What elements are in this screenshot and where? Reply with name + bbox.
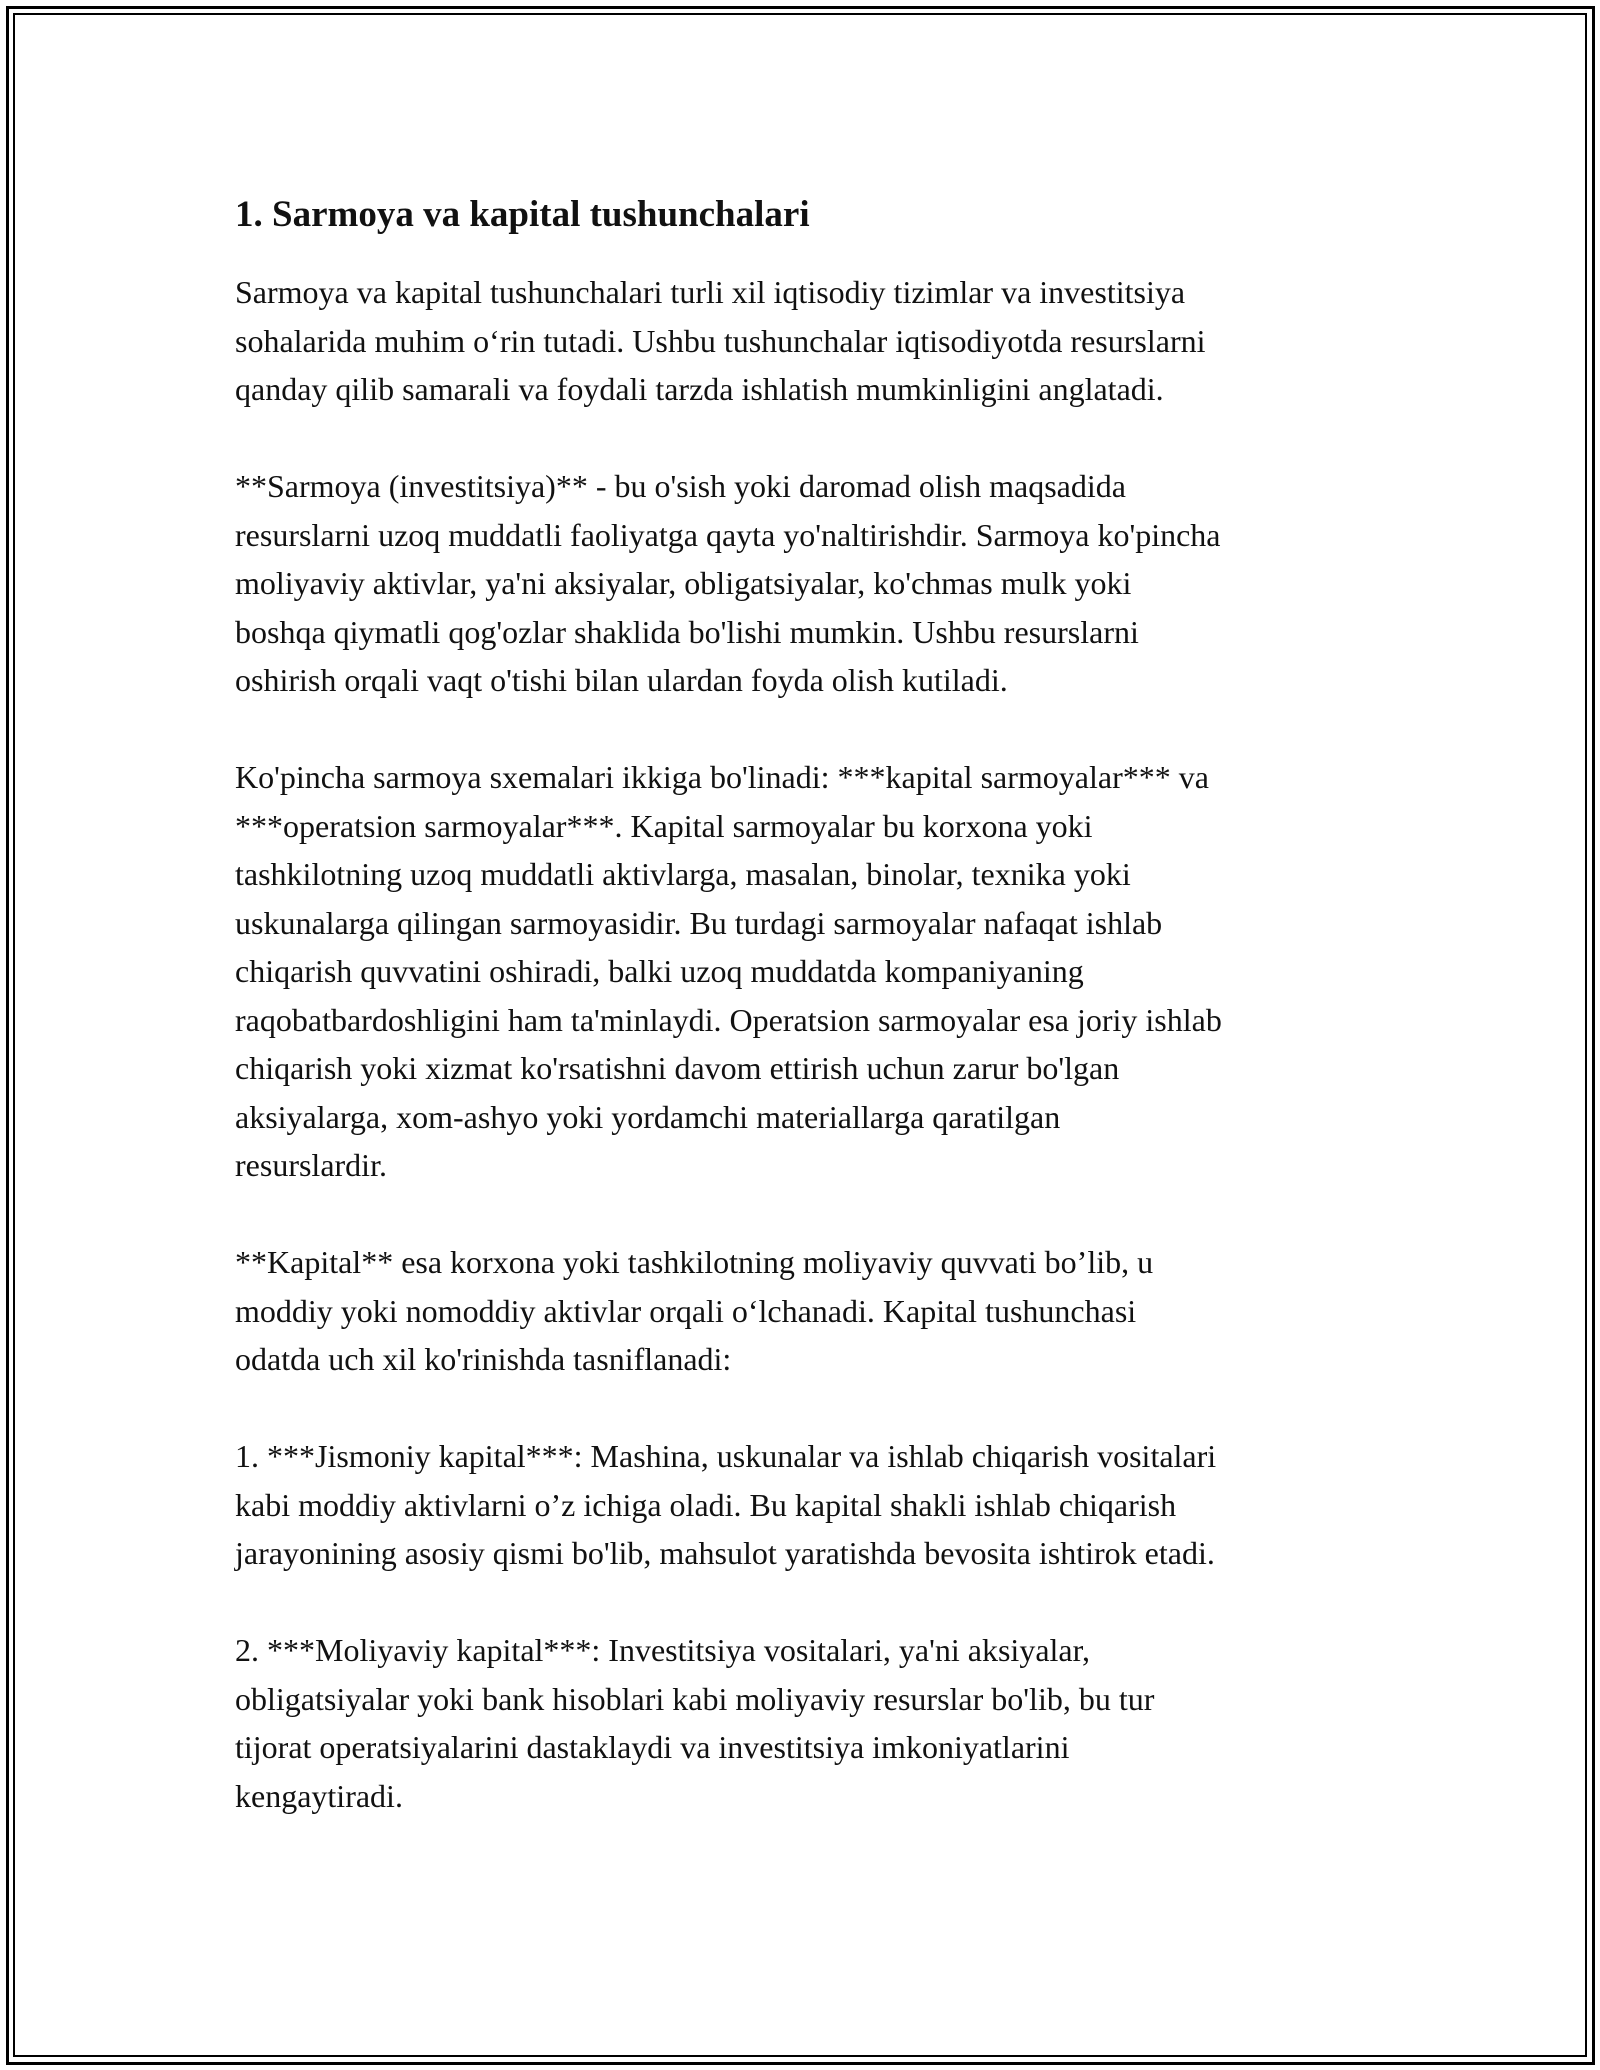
- paragraph-sarmoya-types: Ko'pincha sarmoya sxemalari ikkiga bo'linadi: ***kapital sarmoyalar*** va ***operatsion sarmoyalar***. Kapital sarmoyalar bu korxona yoki tashkilotning uzoq muddatli aktivlarga, masalan, binolar, texnika yoki uskunalarga qilingan sarmoyasidir. Bu turdagi sarmoyalar nafaqat ishlab chiqarish quvvatini oshiradi, balki uzoq muddatda kompaniyaning raqobatbardoshligini ham ta'minlaydi. Operatsion sarmoyalar esa joriy ishlab chiqarish yoki xizmat ko'rsatishni davom ettirish uchun zarur bo'lgan aksiyalarga, xom-ashyo yoki yordamchi materiallarga qaratilgan resurslardir.: [235, 759, 1222, 1183]
- section-heading: 1. Sarmoya va kapital tushunchalari: [235, 194, 810, 235]
- paragraph-sarmoya: **Sarmoya (investitsiya)** - bu o'sish yoki daromad olish maqsadida resurslarni uzoq muddatli faoliyatga qayta yo'naltirishdir. Sarmoya ko'pincha moliyaviy aktivlar, ya'ni aksiyalar, obligatsiyalar, ko'chmas mulk yoki boshqa qiymatli qog'ozlar shaklida bo'lishi mumkin. Ushbu resurslarni oshirish orqali vaqt o'tishi bilan ulardan foyda olish kutiladi.: [235, 468, 1221, 698]
- list-item-jismoniy-kapital: 1. ***Jismoniy kapital***: Mashina, uskunalar va ishlab chiqarish vositalari kabi moddiy aktivlarni o’z ichiga oladi. Bu kapital shakli ishlab chiqarish jarayonining asosiy qismi bo'lib, mahsulot yaratishda bevosita ishtirok etadi.: [235, 1438, 1217, 1571]
- paragraph-kapital: **Kapital** esa korxona yoki tashkilotning moliyaviy quvvati bo’lib, u moddiy yoki nomoddiy aktivlar orqali oʻlchanadi. Kapital tushunchasi odatda uch xil ko'rinishda tasniflanadi:: [235, 1244, 1154, 1377]
- paragraph-intro: Sarmoya va kapital tushunchalari turli xil iqtisodiy tizimlar va investitsiya sohalarida muhim oʻrin tutadi. Ushbu tushunchalar iqtisodiyotda resurslarni qanday qilib samarali va foydali tarzda ishlatish mumkinligini anglatadi.: [235, 274, 1206, 407]
- list-item-moliyaviy-kapital: 2. ***Moliyaviy kapital***: Investitsiya vositalari, ya'ni aksiyalar, obligatsiyalar yoki bank hisoblari kabi moliyaviy resurslar bo'lib, bu tur tijorat operatsiyalarini dastaklaydi va investitsiya imkoniyatlarini kengaytiradi.: [235, 1632, 1155, 1814]
- document-body: [235, 188, 1375, 1869]
